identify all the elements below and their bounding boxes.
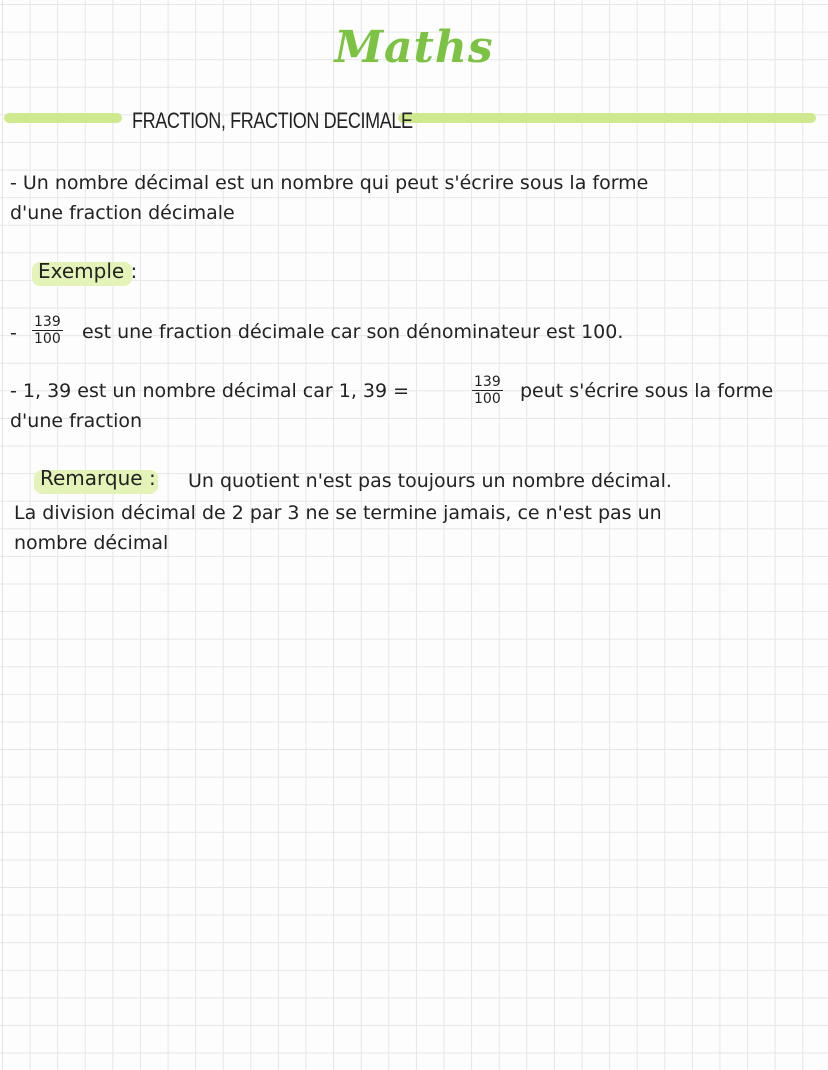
definition-line-1: - Un nombre décimal est un nombre qui peut s'écrire sous la forme: [10, 172, 649, 194]
example2-line-2: d'une fraction: [10, 410, 143, 432]
remark-line-1: Un quotient n'est pas toujours un nombre décimal.: [188, 470, 672, 492]
example1-fraction: [32, 314, 63, 347]
section-heading: FRACTION, FRACTION DECIMALE: [132, 108, 413, 133]
remark-label: Remarque :: [40, 466, 156, 490]
remark-line-3: nombre décimal: [14, 532, 169, 554]
remark-line-2: La division décimal de 2 par 3 ne se termine jamais, ce n'est pas un: [14, 502, 662, 524]
example1-numerator: 139: [34, 314, 61, 330]
example1-text: est une fraction décimale car son dénominateur est 100.: [82, 321, 624, 343]
example-label: Exemple :: [38, 259, 138, 283]
heading-bar-left: [4, 113, 122, 123]
page-title: Maths: [334, 22, 494, 73]
example2-text-before: - 1, 39 est un nombre décimal car 1, 39 =: [10, 380, 410, 402]
example1-denominator: 100: [34, 331, 61, 347]
heading-bar-right: [398, 113, 816, 123]
example2-denominator: 100: [474, 391, 501, 407]
example2-numerator: 139: [474, 374, 501, 390]
example2-text-after: peut s'écrire sous la forme: [520, 380, 774, 402]
definition-line-2: d'une fraction décimale: [10, 202, 235, 224]
example1-dash: -: [10, 322, 17, 344]
example2-fraction: [472, 374, 503, 407]
